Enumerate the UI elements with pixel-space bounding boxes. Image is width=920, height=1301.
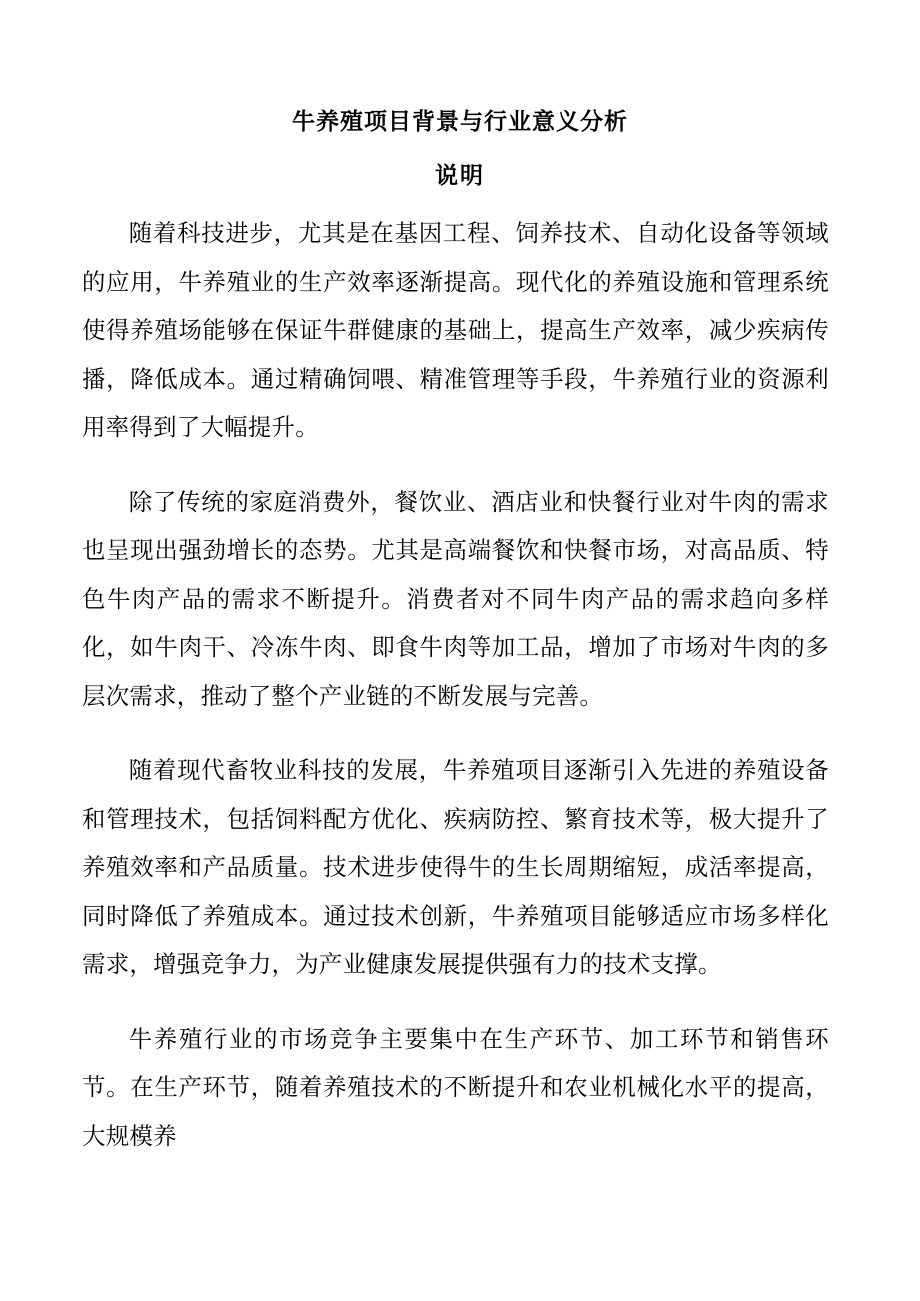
paragraph: 牛养殖行业的市场竞争主要集中在生产环节、加工环节和销售环节。在生产环节，随着养殖技术的不断提升和农业机械化水平的提高，大规模养 xyxy=(82,1024,829,1150)
document-title: 牛养殖项目背景与行业意义分析 xyxy=(292,109,628,135)
paragraph: 随着科技进步，尤其是在基因工程、饲养技术、自动化设备等领域的应用，牛养殖业的生产效率逐渐提高。现代化的养殖设施和管理系统使得养殖场能够在保证牛群健康的基础上，提高生产效率，减少疾病传播，降低成本。通过精确饲喂、精准管理等手段，牛养殖行业的资源利用率得到了大幅提升。 xyxy=(82,219,829,441)
paragraph: 随着现代畜牧业科技的发展，牛养殖项目逐渐引入先进的养殖设备和管理技术，包括饲料配方优化、疾病防控、繁育技术等，极大提升了养殖效率和产品质量。技术进步使得牛的生长周期缩短，成活率提高，同时降低了养殖成本。通过技术创新，牛养殖项目能够适应市场多样化需求，增强竞争力，为产业健康发展提供强有力的技术支撑。 xyxy=(82,756,829,978)
section-heading: 说明 xyxy=(435,163,485,189)
paragraph: 除了传统的家庭消费外，餐饮业、酒店业和快餐行业对牛肉的需求也呈现出强劲增长的态势。尤其是高端餐饮和快餐市场，对高品质、特色牛肉产品的需求不断提升。消费者对不同牛肉产品的需求趋向多样化，如牛肉干、冷冻牛肉、即食牛肉等加工品，增加了市场对牛肉的多层次需求，推动了整个产业链的不断发展与完善。 xyxy=(82,487,829,710)
document-body xyxy=(82,209,829,1186)
